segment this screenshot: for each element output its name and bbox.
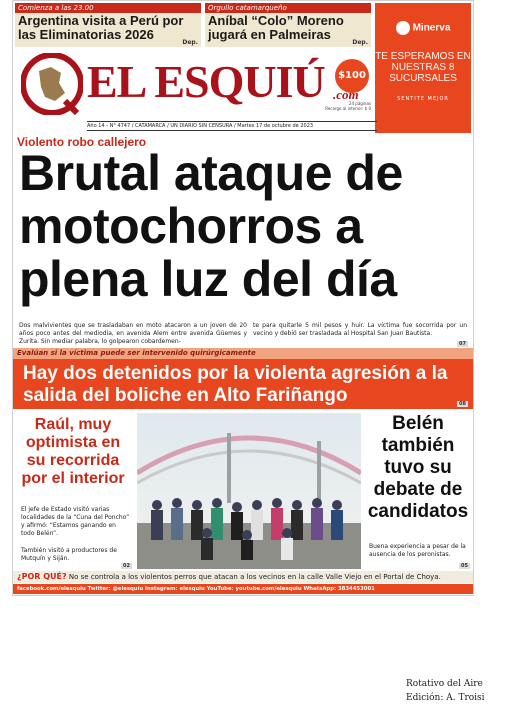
por-que-text: No se controla a los violentos perros que atacan a los vecinos en la calle Valle Viejo en el Portal de Choya. bbox=[68, 573, 441, 581]
minerva-logo bbox=[375, 21, 471, 35]
lead-kicker: Violento robo callejero bbox=[17, 135, 147, 149]
belen-body: Buena experiencia a pesar de la ausencia de los peronistas. bbox=[369, 543, 466, 558]
masthead-domain: .com bbox=[333, 87, 359, 102]
interior-surcharge: Recargo al interior: $ 0 bbox=[325, 106, 371, 111]
lead-column-1: Dos malvivientes que se trasladaban en moto atacaron a un joven de 20 años poco antes del mediodía, en avenida Alem entre avenida Güemes y Zurita. Sin mediar palabra, lo golpearon cobardemen- bbox=[19, 322, 247, 345]
promo-kicker: Orgullo catamarqueño bbox=[205, 3, 371, 13]
belen-page-number: 05 bbox=[461, 563, 468, 569]
minerva-ad[interactable] bbox=[375, 3, 471, 133]
second-page-number: 08 bbox=[459, 401, 466, 407]
dateline: Año 14 - N° 4747 / CATAMARCA / UN DIARIO SIN CENSURA / Martes 17 de octubre de 2023 bbox=[87, 121, 377, 131]
minerva-logo-icon bbox=[396, 21, 410, 35]
credit-line-1: Rotativo del Aire bbox=[406, 679, 483, 689]
raul-headline[interactable]: Raúl, muy optimista en su recorrida por el interior bbox=[21, 416, 125, 487]
raul-body-2: También visitó a productores de Mutquín y Siján. bbox=[21, 547, 117, 562]
page-count bbox=[317, 101, 371, 111]
promo-kicker: Comienza a las 23.00 bbox=[15, 3, 201, 13]
por-que-bar bbox=[13, 571, 473, 583]
promo-section: Dep. bbox=[182, 39, 198, 46]
por-que-label: ¿POR QUÉ? bbox=[17, 572, 67, 581]
ad-slogan: SENTITE MEJOR bbox=[397, 96, 449, 102]
raul-body: El jefe de Estado visitó varias localidades de la “Cuna del Poncho” y afirmó: “Estamos ganando en todo Belén”. bbox=[21, 506, 130, 537]
raul-page-number: 02 bbox=[123, 563, 130, 569]
price-badge: $100 bbox=[335, 59, 369, 93]
masthead-name: EL ESQUIÚ bbox=[87, 56, 325, 107]
pages-label: 24 páginas bbox=[348, 101, 371, 106]
minerva-brand: Minerva bbox=[412, 22, 451, 34]
catamarca-map-logo-icon bbox=[21, 53, 83, 115]
credit-line-2: Edición: A. Troisi bbox=[406, 693, 485, 703]
second-headline[interactable]: Hay dos detenidos por la violenta agresión a la salida del boliche en Alto Fariñango bbox=[13, 359, 473, 409]
second-kicker: Evalúan si la víctima puede ser intervenido quirúrgicamente bbox=[13, 348, 473, 359]
promo-argentina-peru[interactable] bbox=[15, 3, 201, 47]
ad-tagline: TE ESPERAMOS EN NUESTRAS 8 SUCURSALES bbox=[375, 51, 471, 84]
promo-section: Dep. bbox=[352, 39, 368, 46]
lead-column-2: te para quitarle 5 mil pesos y huir. La víctima fue socorrida por un vecino y debió ser trasladada al Hospital San Juan Bautista. bbox=[253, 322, 467, 337]
campaign-photo[interactable] bbox=[137, 413, 361, 569]
lead-page-number: 07 bbox=[459, 341, 466, 347]
newspaper-front-page bbox=[12, 0, 474, 596]
lead-headline[interactable]: Brutal ataque de motochorros a plena luz del día bbox=[19, 145, 403, 307]
promo-headline: Aníbal “Colo” Moreno jugará en Palmeiras bbox=[208, 13, 344, 42]
belen-headline[interactable]: Belén también tuvo su debate de candidatos bbox=[367, 413, 469, 522]
social-links-bar[interactable]: facebook.com/elesquiu Twitter: @elesquiu Instagram: elesquiu YouTube: youtube.com/elesquiu WhatsApp: 3834453001 bbox=[13, 584, 473, 594]
promo-colo-moreno[interactable] bbox=[205, 3, 371, 47]
promo-headline: Argentina visita a Perú por las Eliminatorias 2026 bbox=[18, 13, 184, 42]
image-credits bbox=[406, 677, 502, 705]
